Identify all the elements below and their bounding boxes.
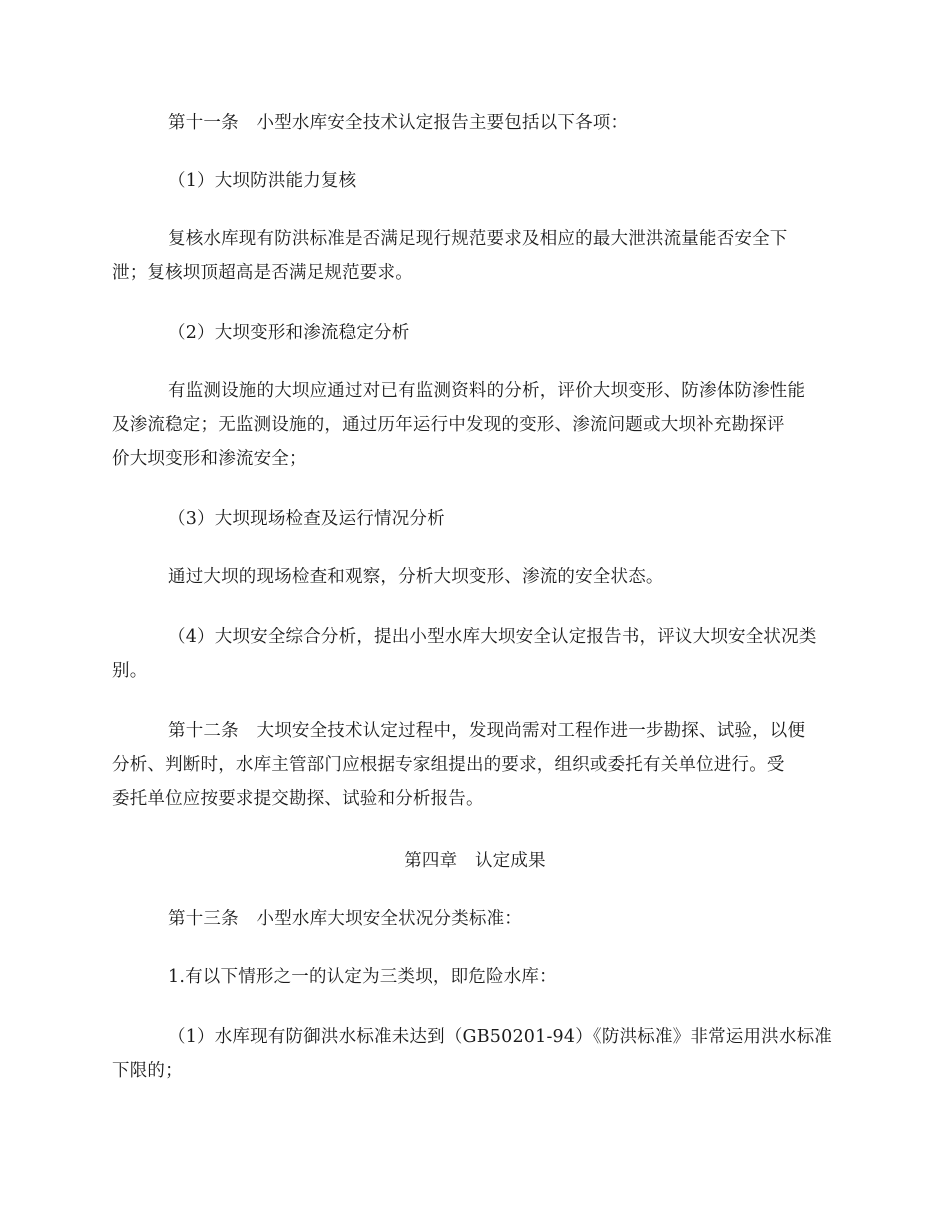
chapter-4-title: 第四章 认定成果 xyxy=(404,851,546,871)
article-11-heading: 第十一条 小型水库安全技术认定报告主要包括以下各项： xyxy=(168,113,629,133)
item-1-heading: （1）大坝防洪能力复核 xyxy=(168,171,357,191)
article-13-heading: 第十三条 小型水库大坝安全状况分类标准： xyxy=(168,909,522,929)
item-2-heading: （2）大坝变形和渗流稳定分析 xyxy=(168,323,410,343)
paragraph-line: 委托单位应按要求提交勘探、试验和分析报告。 xyxy=(112,789,484,809)
paragraph-line: 通过大坝的现场检查和观察，分析大坝变形、渗流的安全状态。 xyxy=(168,567,664,587)
classification-1-heading: 1.有以下情形之一的认定为三类坝，即危险水库： xyxy=(168,967,557,987)
item-4-paragraph: （4）大坝安全综合分析，提出小型水库大坝安全认定报告书，评议大坝安全状况类 xyxy=(168,627,817,647)
paragraph-line: 泄；复核坝顶超高是否满足规范要求。 xyxy=(112,263,413,283)
paragraph-line: 价大坝变形和渗流安全； xyxy=(112,449,307,469)
paragraph-line: 分析、判断时，水库主管部门应根据专家组提出的要求，组织或委托有关单位进行。受 xyxy=(112,755,785,775)
paragraph-line: 及渗流稳定；无监测设施的，通过历年运行中发现的变形、渗流问题或大坝补充勘探评 xyxy=(112,415,785,435)
paragraph-line: 别。 xyxy=(112,661,148,681)
criterion-1-paragraph: （1）水库现有防御洪水标准未达到（GB50201-94）《防洪标准》非常运用洪水标准 xyxy=(168,1027,832,1047)
paragraph-line: 复核水库现有防洪标准是否满足现行规范要求及相应的最大泄洪流量能否安全下 xyxy=(168,229,788,249)
item-3-heading: （3）大坝现场检查及运行情况分析 xyxy=(168,509,445,529)
article-12-paragraph: 第十二条 大坝安全技术认定过程中，发现尚需对工程作进一步勘探、试验，以便 xyxy=(168,721,806,741)
paragraph-line: 有监测设施的大坝应通过对已有监测资料的分析，评价大坝变形、防渗体防渗性能 xyxy=(168,381,806,401)
paragraph-line: 下限的； xyxy=(112,1061,183,1081)
